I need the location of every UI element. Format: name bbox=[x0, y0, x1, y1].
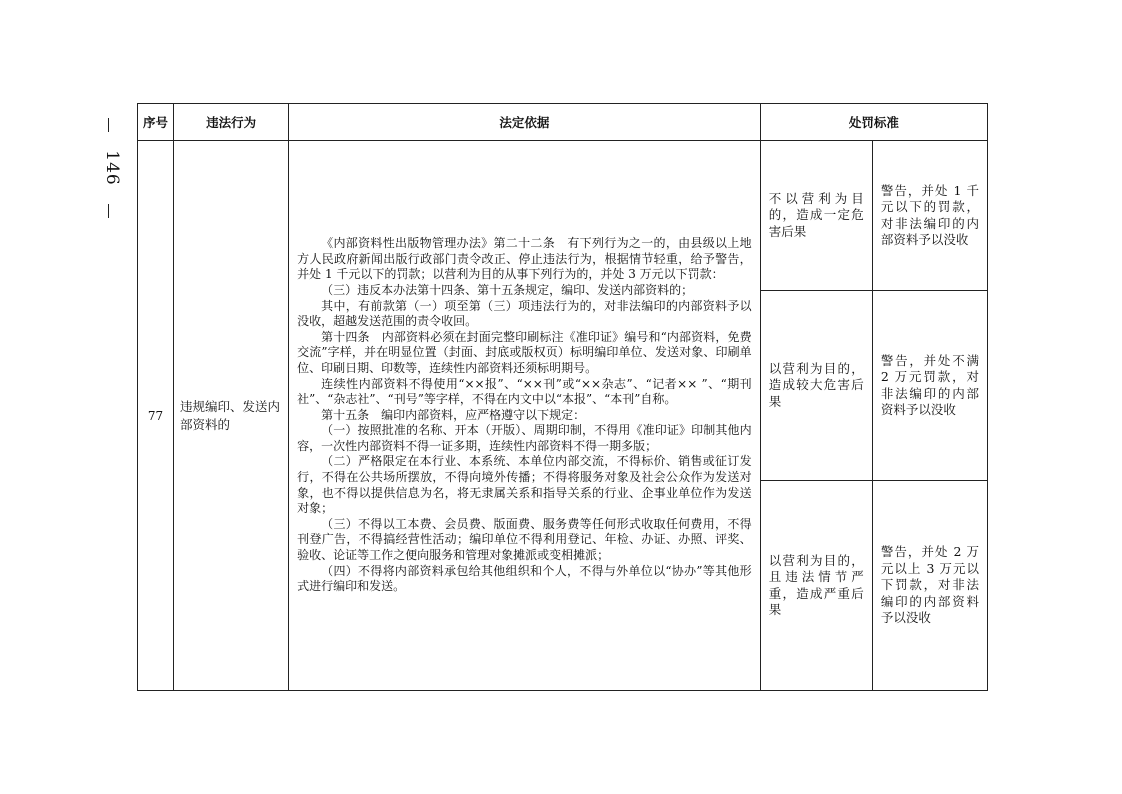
page-number: 146 bbox=[102, 150, 122, 186]
basis-paragraph: 第十四条 内部资料必须在封面完整印刷标注《准印证》编号和“内部资料，免费交流”字样，并在明显位置（封面、封底或版权页）标明编印单位、发送对象、印刷单位、印刷日期、印数等，连续性内部资料还须标明期号。 bbox=[297, 329, 752, 375]
header-no: 序号 bbox=[138, 104, 174, 141]
basis-paragraph: （四）不得将内部资料承包给其他组织和个人，不得与外单位以“协办”等其他形式进行编印和发送。 bbox=[297, 563, 752, 594]
header-basis: 法定依据 bbox=[289, 104, 761, 141]
page-number-dash-bottom bbox=[108, 204, 109, 218]
basis-paragraph: （三）不得以工本费、会员费、版面费、服务费等任何形式收取任何费用，不得刊登广告，不得搞经营性活动；编印单位不得利用登记、年检、办证、办照、评奖、验收、论证等工作之便向服务和管理对象摊派或变相摊派； bbox=[297, 516, 752, 563]
page-number-marker bbox=[92, 118, 132, 218]
page-number-dash-top bbox=[108, 118, 109, 132]
legal-basis bbox=[289, 141, 761, 691]
basis-paragraph: （三）违反本办法第十四条、第十五条规定，编印、发送内部资料的； bbox=[321, 282, 694, 297]
row-number: 77 bbox=[138, 141, 174, 691]
penalty-standard: 警告，并处 1 千元以下的罚款，对非法编印的内部资料予以没收 bbox=[872, 141, 987, 291]
basis-paragraph: 其中，有前款第（一）项至第（三）项违法行为的，对非法编印的内部资料予以没收，超越发送范围的责令收回。 bbox=[297, 298, 752, 329]
penalty-standard: 警告，并处 2 万元以上 3 万元以下罚款，对非法编印的内部资料予以没收 bbox=[872, 481, 987, 691]
penalty-table bbox=[137, 103, 988, 691]
header-act: 违法行为 bbox=[174, 104, 289, 141]
penalty-standard: 警告，并处不满 2 万元罚款，对非法编印的内部资料予以没收 bbox=[872, 291, 987, 481]
basis-paragraph: 第十五条 编印内部资料，应严格遵守以下规定： bbox=[321, 407, 586, 422]
basis-paragraph: 《内部资料性出版物管理办法》第二十二条 有下列行为之一的，由县级以上地方人民政府新闻出版行政部门责令改正、停止违法行为，根据情节轻重，给予警告，并处 1 千元以下的罚款；以营利为目的从事下列行为的，并处 3 万元以下罚款： bbox=[297, 236, 752, 282]
basis-paragraph: 连续性内部资料不得使用“××报”、“××刊”或“××杂志”、“记者×× ”、“期刊社”、“杂志社”、“刊号”等字样，不得在内文中以“本报”、“本刊”自称。 bbox=[297, 376, 752, 407]
penalty-condition: 以营利为目的，造成较大危害后果 bbox=[760, 291, 872, 481]
basis-paragraph: （一）按照批准的名称、开本（开版）、周期印制，不得用《准印证》印制其他内容，一次性内部资料不得一证多期，连续性内部资料不得一期多版； bbox=[297, 423, 752, 453]
header-row bbox=[138, 104, 988, 141]
table-row bbox=[138, 141, 988, 291]
header-penalty: 处罚标准 bbox=[760, 104, 987, 141]
violation-act: 违规编印、发送内部资料的 bbox=[174, 141, 289, 691]
penalty-condition: 不以营利为目的，造成一定危害后果 bbox=[760, 141, 872, 291]
basis-paragraph: （二）严格限定在本行业、本系统、本单位内部交流，不得标价、销售或征订发行，不得在公共场所摆放，不得向境外传播；不得将服务对象及社会公众作为发送对象，也不得以提供信息为名，将无隶属关系和指导关系的行业、企事业单位作为发送对象； bbox=[297, 454, 752, 516]
penalty-condition: 以营利为目的，且违法情节严重，造成严重后果 bbox=[760, 481, 872, 691]
